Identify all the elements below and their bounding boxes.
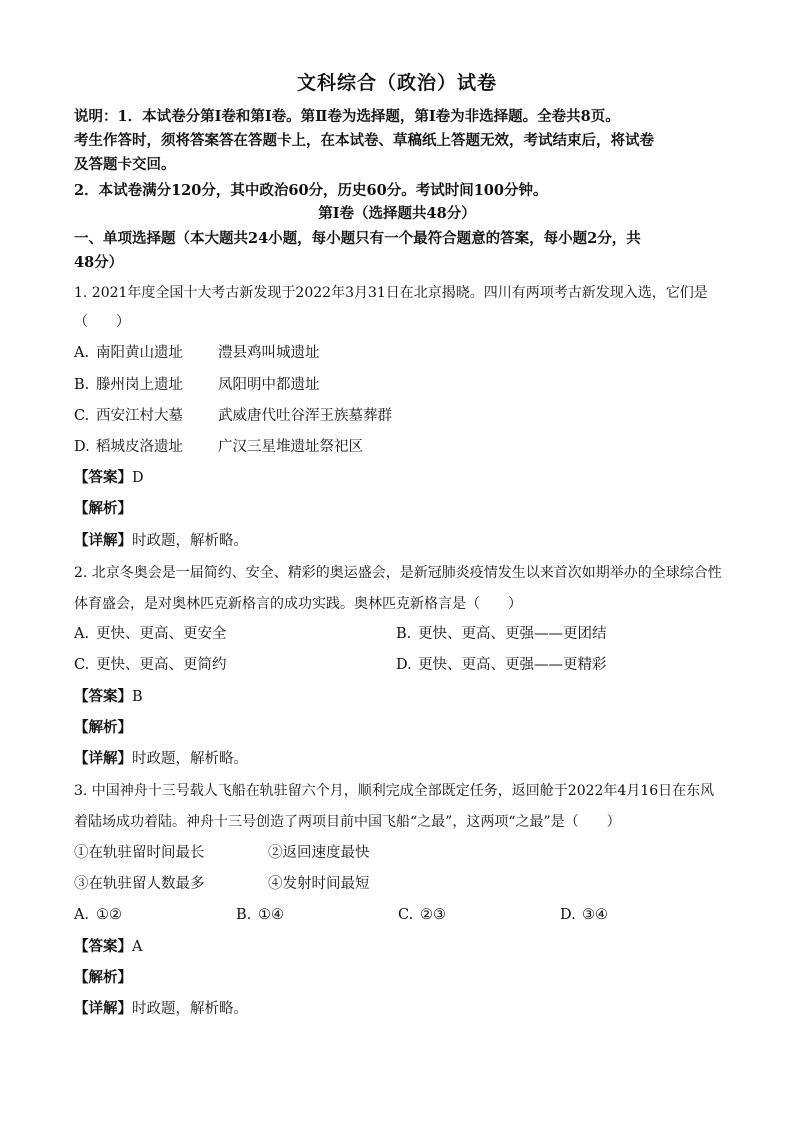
detail-text: 时政题，解析略。: [132, 1001, 248, 1017]
option-text: 滕州岗上遗址: [96, 377, 183, 393]
answer-value: B: [132, 689, 143, 705]
option-text: 凤阳明中都遗址: [218, 377, 320, 393]
analysis-tag: 【解析】: [74, 719, 132, 736]
option-text: ③④: [582, 907, 608, 923]
option-text: ②③: [420, 907, 446, 923]
instructions-line-4: 2．本试卷满分120分，其中政治60分，历史60分。考试时间100分钟。: [74, 182, 548, 199]
q1-answer: [74, 468, 734, 488]
q3-statement-2: ②返回速度最快: [268, 845, 370, 861]
q1-detail: [74, 531, 734, 551]
q2-stem-line-1: 2. 北京冬奥会是一届简约、安全、精彩的奥运盛会，是新冠肺炎疫情发生以来首次如期举办的全球综合性: [74, 565, 722, 581]
q2-analysis: [74, 718, 734, 738]
option-label: C.: [74, 657, 90, 673]
q3-option-b: [236, 905, 398, 925]
q3-options-row: [74, 905, 734, 925]
option-text: 南阳黄山遗址: [96, 345, 183, 361]
option-text: ①②: [96, 907, 122, 923]
instructions-line-2: 考生作答时，须将答案答在答题卡上，在本试卷、草稿纸上答题无效，考试结束后，将试卷: [74, 132, 654, 149]
q3-statements-row-1: [74, 843, 734, 863]
option-label: B.: [396, 626, 412, 642]
option-text: 更快、更高、更简约: [96, 657, 227, 673]
q1-option-d: [74, 437, 734, 457]
analysis-tag: 【解析】: [74, 500, 132, 517]
q3-statement-3: ③在轨驻留人数最多: [74, 876, 205, 892]
q3-option-a: [74, 905, 236, 925]
option-label: A.: [74, 626, 90, 642]
option-label: D.: [396, 657, 412, 673]
option-label: C.: [398, 907, 414, 923]
q3-option-c: [398, 905, 560, 925]
q3-option-d: [560, 907, 608, 923]
q2-stem-line-2: 体育盛会，是对奥林匹克新格言的成功实践。奥林匹克新格言是（ ）: [74, 596, 522, 612]
q2-option-b: [396, 626, 607, 642]
q1-option-a: [74, 343, 734, 363]
q1-option-b: [74, 375, 734, 395]
option-label: A.: [74, 907, 90, 923]
q2-option-d: [396, 657, 607, 673]
option-label: B.: [236, 907, 252, 923]
detail-tag: 【详解】: [74, 532, 132, 549]
answer-tag: 【答案】: [74, 938, 132, 955]
section-heading-line-2: 48分）: [74, 254, 124, 271]
option-text: 更快、更高、更强——更团结: [418, 626, 607, 642]
detail-text: 时政题，解析略。: [132, 533, 248, 549]
q2-option-c: [74, 655, 396, 675]
answer-value: D: [132, 470, 144, 486]
q1-option-c: [74, 406, 734, 426]
q2-detail: [74, 749, 734, 769]
option-text: 稻城皮洛遗址: [96, 439, 183, 455]
option-text: 更快、更高、更安全: [96, 626, 227, 642]
option-text: 澧县鸡叫城遗址: [218, 345, 320, 361]
q2-option-a: [74, 624, 396, 644]
q3-detail: [74, 999, 734, 1019]
q3-answer: [74, 937, 734, 957]
q3-statement-1: ①在轨驻留时间最长: [74, 845, 205, 861]
q1-stem-line-1: 1. 2021年度全国十大考古新发现于2022年3月31日在北京揭晓。四川有两项考古新发现入选，它们是: [74, 285, 708, 301]
part-title: 第Ⅰ卷（选择题共48分）: [318, 205, 476, 222]
detail-tag: 【详解】: [74, 750, 132, 767]
q2-answer: [74, 687, 734, 707]
instructions-line-1: 说明：1．本试卷分第Ⅰ卷和第Ⅰ卷。第Ⅱ卷为选择题，第Ⅰ卷为非选择题。全卷共8页。: [74, 108, 620, 125]
option-text: 武威唐代吐谷浑王族墓葬群: [218, 408, 392, 424]
answer-tag: 【答案】: [74, 469, 132, 486]
answer-tag: 【答案】: [74, 688, 132, 705]
q2-options-row-2: [74, 655, 734, 675]
option-text: ①④: [258, 907, 284, 923]
q3-stem-line-2: 着陆场成功着陆。神舟十三号创造了两项目前中国飞船“之最”，这两项“之最”是（ ）: [74, 814, 621, 830]
q3-statements-row-2: [74, 874, 734, 894]
q1-analysis: [74, 499, 734, 519]
option-text: 西安江村大墓: [96, 408, 183, 424]
detail-text: 时政题，解析略。: [132, 751, 248, 767]
q3-stem-line-1: 3. 中国神舟十三号载人飞船在轨驻留六个月，顺利完成全部既定任务，返回舱于2022年4月16日在东风: [74, 783, 715, 799]
option-label: C.: [74, 408, 90, 424]
instructions-line-3: 及答题卡交回。: [74, 156, 176, 173]
section-heading-line-1: 一、单项选择题（本大题共24小题，每小题只有一个最符合题意的答案，每小题2分，共: [74, 230, 641, 247]
option-text: 更快、更高、更强——更精彩: [418, 657, 607, 673]
option-label: D.: [560, 907, 576, 923]
q2-options-row-1: [74, 624, 734, 644]
answer-value: A: [132, 939, 143, 955]
q3-analysis: [74, 968, 734, 988]
analysis-tag: 【解析】: [74, 969, 132, 986]
option-label: B.: [74, 377, 90, 393]
option-text: 广汉三星堆遗址祭祀区: [218, 439, 363, 455]
option-label: A.: [74, 345, 90, 361]
q3-statement-4: ④发射时间最短: [268, 876, 370, 892]
option-label: D.: [74, 439, 90, 455]
detail-tag: 【详解】: [74, 1000, 132, 1017]
exam-title: 文科综合（政治）试卷: [296, 72, 497, 94]
q1-stem-line-2: （ ）: [74, 314, 130, 330]
